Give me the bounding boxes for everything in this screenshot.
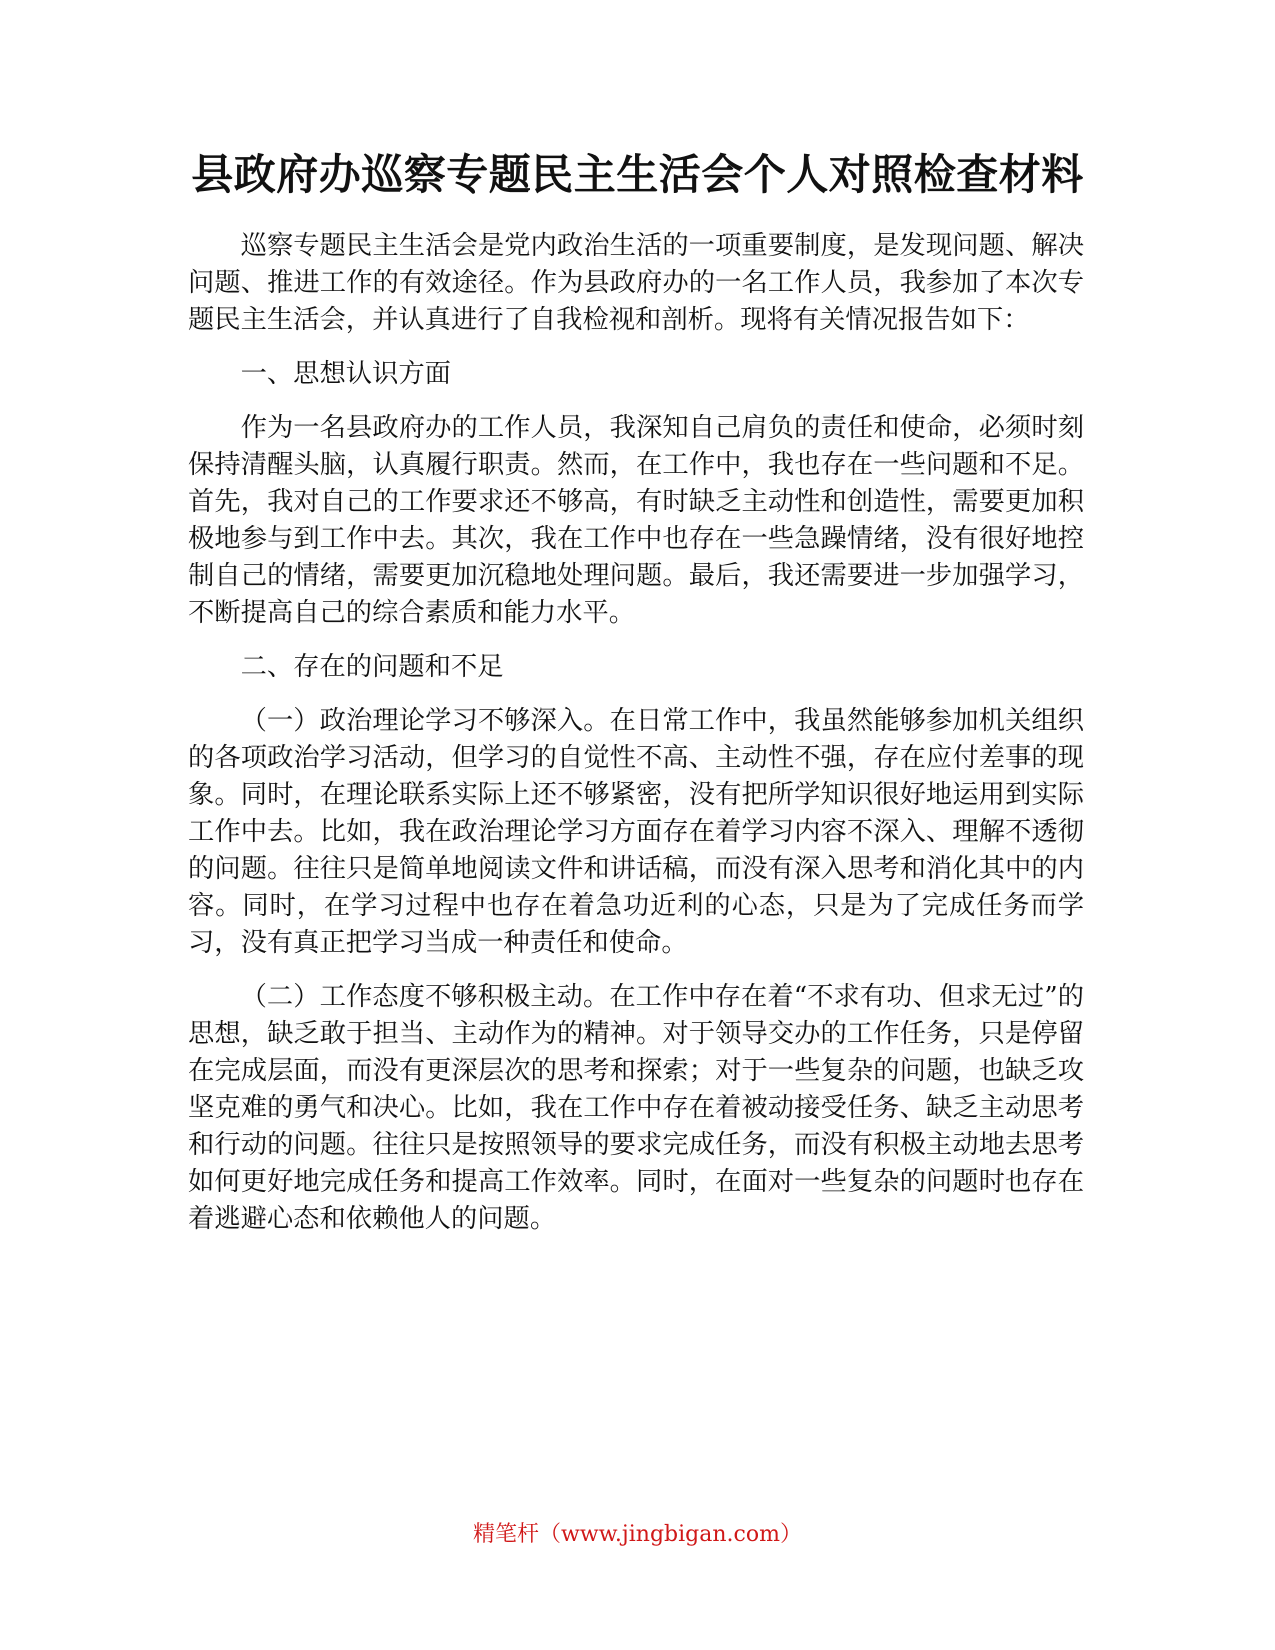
footer-watermark: 精笔杆（www.jingbigan.com） — [473, 1522, 802, 1547]
document-body — [188, 228, 1084, 1255]
section-2-item-2-paragraph: （二）工作态度不够积极主动。在工作中存在着“不求有功、但求无过”的思想，缺乏敢于担当、主动作为的精神。对于领导交办的工作任务，只是停留在完成层面，而没有更深层次的思考和探索；对于一些复杂的问题，也缺乏攻坚克难的勇气和决心。比如，我在工作中存在着被动接受任务、缺乏主动思考和行动的问题。往往只是按照领导的要求完成任务，而没有积极主动地去思考如何更好地完成任务和提高工作效率。同时，在面对一些复杂的问题时也存在着逃避心态和依赖他人的问题。 — [188, 982, 1084, 1234]
section-1-paragraph: 作为一名县政府办的工作人员，我深知自己肩负的责任和使命，必须时刻保持清醒头脑，认真履行职责。然而，在工作中，我也存在一些问题和不足。首先，我对自己的工作要求还不够高，有时缺乏主动性和创造性，需要更加积极地参与到工作中去。其次，我在工作中也存在一些急躁情绪，没有很好地控制自己的情绪，需要更加沉稳地处理问题。最后，我还需要进一步加强学习，不断提高自己的综合素质和能力水平。 — [188, 413, 1084, 628]
section-2-heading: 二、存在的问题和不足 — [240, 652, 504, 682]
document-title: 县政府办巡察专题民主生活会个人对照检查材料 — [191, 150, 1084, 199]
section-1-heading: 一、思想认识方面 — [240, 359, 451, 389]
intro-paragraph: 巡察专题民主生活会是党内政治生活的一项重要制度，是发现问题、解决问题、推进工作的有效途径。作为县政府办的一名工作人员，我参加了本次专题民主生活会，并认真进行了自我检视和剖析。现将有关情况报告如下： — [188, 231, 1084, 335]
section-2-item-1-paragraph: （一）政治理论学习不够深入。在日常工作中，我虽然能够参加机关组织的各项政治学习活动，但学习的自觉性不高、主动性不强，存在应付差事的现象。同时，在理论联系实际上还不够紧密，没有把所学知识很好地运用到实际工作中去。比如，我在政治理论学习方面存在着学习内容不深入、理解不透彻的问题。往往只是简单地阅读文件和讲话稿，而没有深入思考和消化其中的内容。同时，在学习过程中也存在着急功近利的心态，只是为了完成任务而学习，没有真正把学习当成一种责任和使命。 — [188, 706, 1084, 958]
